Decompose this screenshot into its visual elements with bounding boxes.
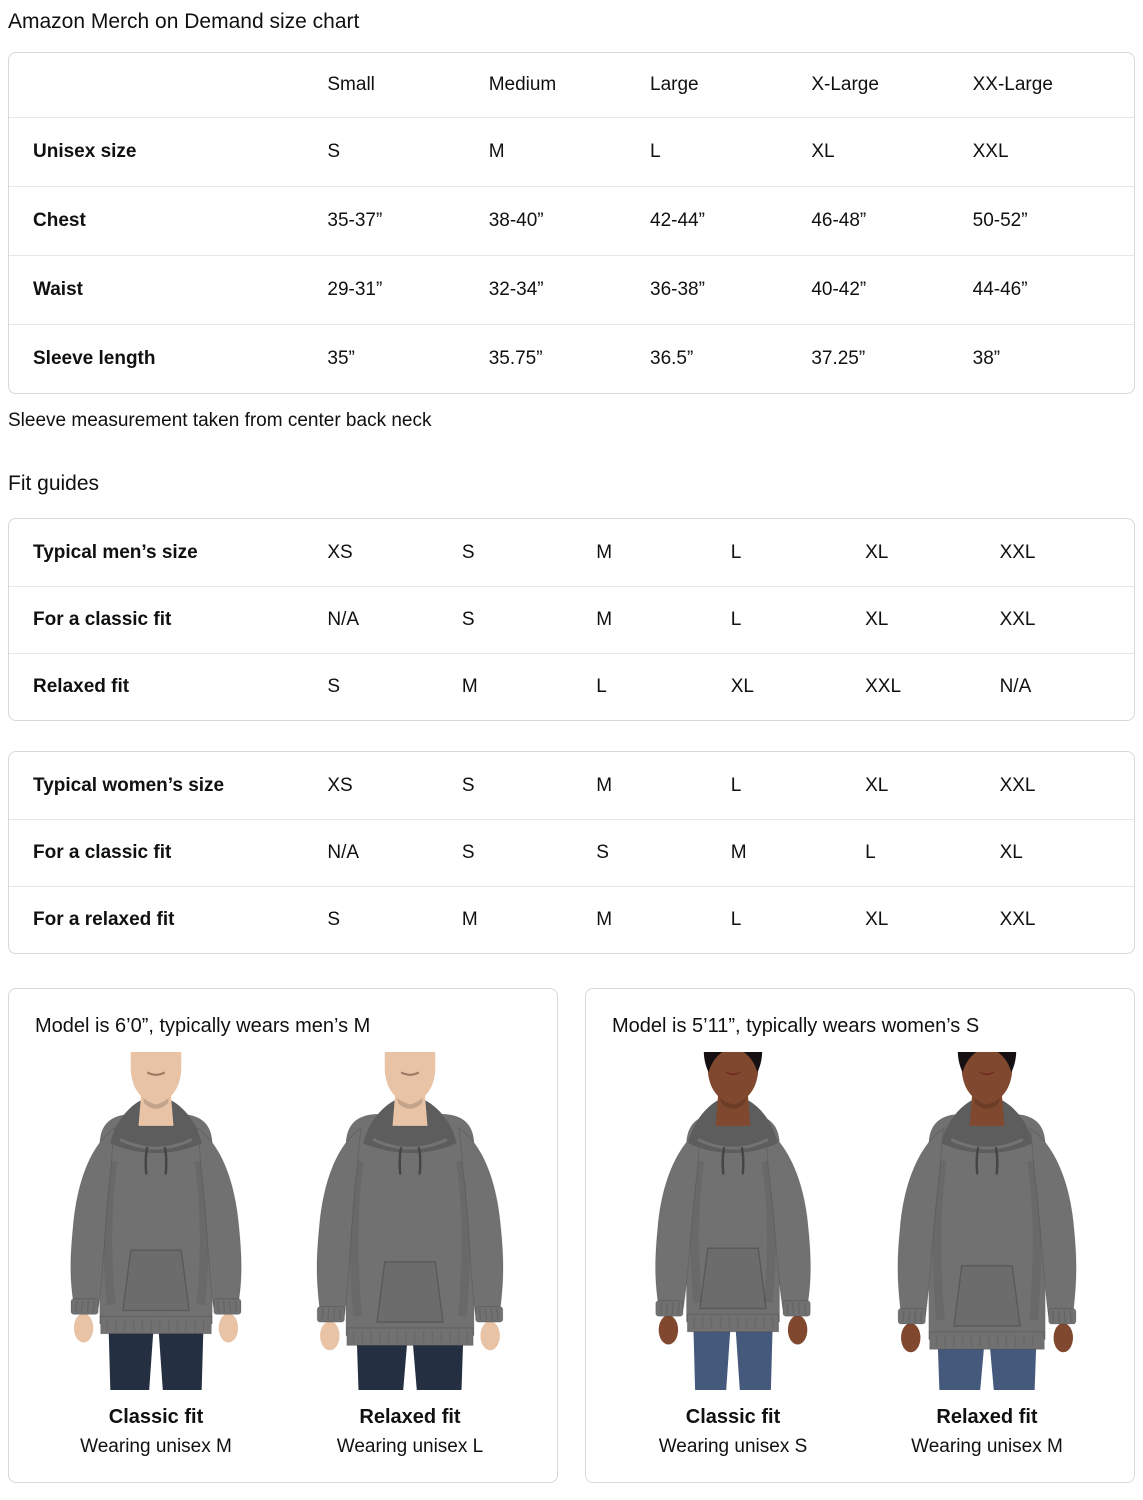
row-label: For a classic fit <box>33 609 172 631</box>
model-card <box>585 988 1135 1483</box>
size-cell: 42-44” <box>650 210 705 232</box>
size-cell: 38-40” <box>488 210 544 232</box>
size-cell: 35” <box>327 348 355 370</box>
model-image <box>290 1052 530 1390</box>
size-cell: M <box>596 909 613 931</box>
size-cell: 36.5” <box>650 348 694 370</box>
column-header: Small <box>327 74 375 96</box>
table-row <box>9 324 1134 393</box>
table-row <box>9 752 1134 819</box>
size-cell: S <box>461 541 475 563</box>
wearing-label: Wearing unisex L <box>336 1436 484 1458</box>
size-cell: L <box>730 541 742 563</box>
model-figure <box>290 1052 530 1458</box>
size-cell: S <box>461 609 475 631</box>
mens-fit-guide <box>8 518 1135 721</box>
model-card-title: Model is 6’0”, typically wears men’s M <box>35 1015 371 1037</box>
table-row <box>9 819 1134 886</box>
size-cell: XXL <box>999 909 1036 931</box>
womens-fit-guide <box>8 751 1135 954</box>
size-cell: M <box>596 609 613 631</box>
model-figure <box>867 1052 1107 1458</box>
column-header: Large <box>650 74 699 96</box>
size-cell: L <box>730 774 742 796</box>
row-label: Typical men’s size <box>33 541 198 563</box>
size-cell: XL <box>811 141 835 163</box>
size-cell: 36-38” <box>650 279 705 301</box>
size-cell: XXL <box>999 609 1036 631</box>
size-cell: N/A <box>327 842 360 864</box>
wearing-label: Wearing unisex M <box>80 1436 232 1458</box>
table-row <box>9 653 1134 720</box>
wearing-label: Wearing unisex S <box>658 1436 808 1458</box>
size-chart-table <box>8 52 1135 394</box>
size-cell: L <box>596 676 607 698</box>
fit-guides-section <box>0 518 1143 954</box>
size-cell: L <box>650 141 661 163</box>
size-cell: XL <box>865 541 889 563</box>
size-cell: S <box>327 909 341 931</box>
column-header: XX-Large <box>972 74 1053 96</box>
model-image <box>36 1052 276 1390</box>
size-cell: XXL <box>999 541 1036 563</box>
size-cell: XL <box>865 909 889 931</box>
size-cell: 46-48” <box>811 210 867 232</box>
table-row <box>9 255 1134 324</box>
row-label: Typical women’s size <box>33 774 225 796</box>
fit-label: Classic fit <box>685 1406 781 1429</box>
size-cell: M <box>488 141 505 163</box>
size-cell: XL <box>865 774 889 796</box>
size-cell: XXL <box>865 676 902 698</box>
size-cell: L <box>865 842 876 864</box>
row-label: Relaxed fit <box>33 676 130 698</box>
size-cell: S <box>461 774 475 796</box>
size-cell: 32-34” <box>488 279 544 301</box>
size-cell: 40-42” <box>811 279 867 301</box>
fit-label: Relaxed fit <box>936 1406 1038 1429</box>
size-cell: XXL <box>972 141 1009 163</box>
model-figures <box>600 1052 1120 1458</box>
size-chart-header-row <box>9 53 1134 117</box>
row-label: For a relaxed fit <box>33 909 175 931</box>
size-cell: 35-37” <box>327 210 383 232</box>
size-cell: M <box>461 676 478 698</box>
size-cell: 35.75” <box>488 348 543 370</box>
sleeve-note: Sleeve measurement taken from center back neck <box>8 410 432 431</box>
model-figure <box>613 1052 853 1458</box>
size-cell: N/A <box>999 676 1032 698</box>
model-image <box>613 1052 853 1390</box>
table-row <box>9 586 1134 653</box>
size-cell: 37.25” <box>811 348 866 370</box>
wearing-label: Wearing unisex M <box>911 1436 1063 1458</box>
table-row <box>9 886 1134 953</box>
size-cell: M <box>596 774 613 796</box>
model-cards <box>8 988 1135 1483</box>
model-card <box>8 988 558 1483</box>
size-cell: 29-31” <box>327 279 383 301</box>
model-image <box>867 1052 1107 1390</box>
size-cell: XL <box>865 609 889 631</box>
size-cell: 38” <box>972 348 1001 370</box>
size-cell: XXL <box>999 774 1036 796</box>
size-cell: N/A <box>327 609 360 631</box>
size-cell: 44-46” <box>972 279 1028 301</box>
column-header: Medium <box>488 74 557 96</box>
size-cell: XL <box>730 676 754 698</box>
row-label: Sleeve length <box>33 348 156 370</box>
fit-guides-heading: Fit guides <box>8 472 100 495</box>
model-card-title: Model is 5’11”, typically wears women’s S <box>612 1015 980 1037</box>
size-cell: XS <box>327 774 353 796</box>
size-cell: XS <box>327 541 353 563</box>
size-cell: M <box>730 842 747 864</box>
row-label: For a classic fit <box>33 842 172 864</box>
size-cell: L <box>730 909 742 931</box>
size-cell: S <box>327 141 341 163</box>
page-title: Amazon Merch on Demand size chart <box>8 10 360 33</box>
model-figures <box>23 1052 543 1458</box>
size-cell: XL <box>999 842 1023 864</box>
row-label: Waist <box>33 279 83 301</box>
row-label: Unisex size <box>33 141 137 163</box>
fit-label: Classic fit <box>108 1406 204 1429</box>
table-row <box>9 117 1134 186</box>
model-figure <box>36 1052 276 1458</box>
size-cell: S <box>596 842 609 864</box>
size-cell: S <box>461 842 475 864</box>
row-label: Chest <box>33 210 86 232</box>
table-row <box>9 186 1134 255</box>
fit-label: Relaxed fit <box>359 1406 461 1429</box>
table-row <box>9 519 1134 586</box>
size-cell: 50-52” <box>972 210 1028 232</box>
size-cell: L <box>730 609 742 631</box>
size-cell: S <box>327 676 341 698</box>
size-cell: M <box>461 909 478 931</box>
column-header: X-Large <box>811 74 879 96</box>
size-cell: M <box>596 541 613 563</box>
